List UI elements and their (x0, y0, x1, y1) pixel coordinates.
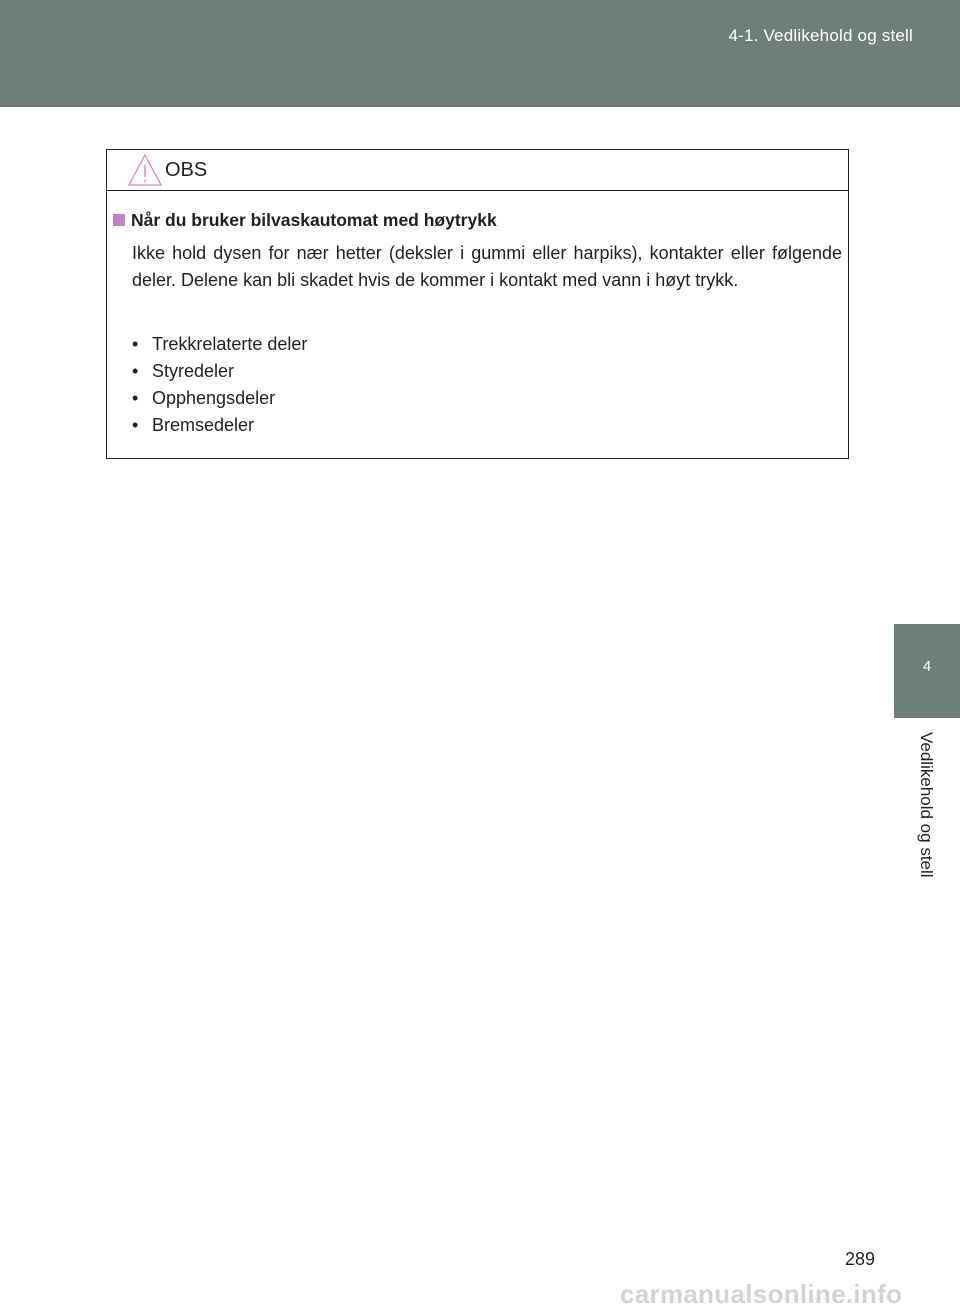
parts-list (127, 331, 307, 439)
bullet-dot: • (132, 388, 139, 408)
header-bar (0, 0, 960, 107)
chapter-number: 4 (922, 658, 932, 675)
list-item (127, 385, 307, 412)
chapter-tab[interactable] (894, 624, 960, 718)
bullet-dot: • (132, 415, 139, 435)
chapter-label-area (894, 718, 960, 918)
square-bullet-icon (113, 214, 125, 226)
obs-label: OBS (165, 159, 208, 181)
list-item-text: Styredeler (152, 361, 235, 381)
warning-paragraph: Ikke hold dysen for nær hetter (deksler i gummi eller harpiks), kontakter eller følgende deler. Delene kan bli skadet hvis de kommer i kontakt med vann i høyt trykk. (132, 243, 842, 290)
warning-triangle-icon (127, 153, 163, 187)
bullet-dot: • (132, 361, 139, 381)
list-item-text: Bremsedeler (152, 415, 255, 435)
watermark: carmanualsonline.info (620, 1279, 903, 1309)
list-item (127, 331, 307, 358)
obs-notice-box (106, 149, 849, 459)
list-item-text: Opphengsdeler (152, 388, 276, 408)
page-number: 289 (845, 1249, 876, 1269)
header-section-title: 4-1. Vedlikehold og stell (728, 26, 913, 45)
section-heading-text: Når du bruker bilvaskautomat med høytrykk (131, 210, 497, 230)
chapter-label: Vedlikehold og stell (917, 732, 936, 878)
obs-header (107, 150, 848, 191)
bullet-dot: • (132, 334, 139, 354)
list-item (127, 412, 307, 439)
list-item (127, 358, 307, 385)
list-item-text: Trekkrelaterte deler (152, 334, 308, 354)
section-heading (113, 210, 497, 231)
